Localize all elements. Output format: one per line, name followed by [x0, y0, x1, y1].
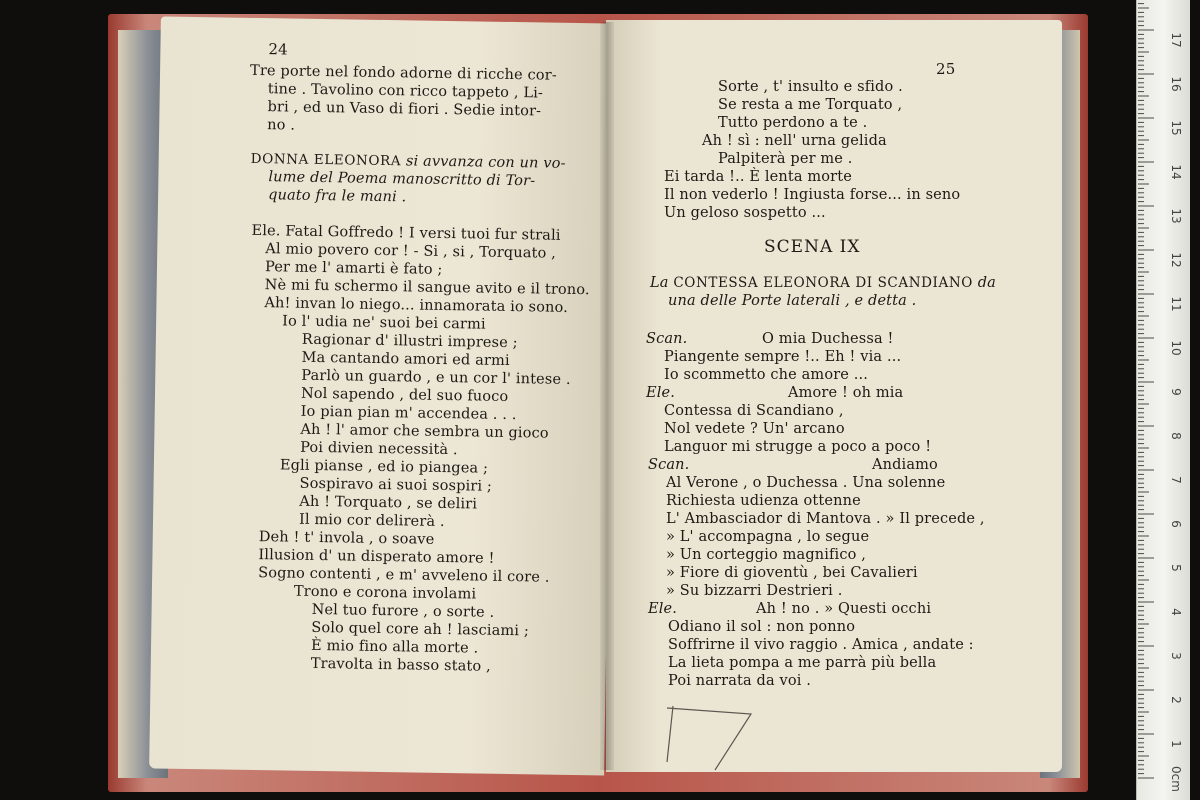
verse-line: Piangente sempre !.. Eh ! via ... — [664, 349, 902, 365]
ruler-number: 11 — [1169, 296, 1183, 312]
verse-line: Io l' udia ne' suoi bei carmi — [282, 313, 486, 333]
verse-line: Ele. Fatal Goffredo ! I versi tuoi fur strali — [251, 222, 561, 244]
verse-line: È mio fino alla morte . — [310, 637, 479, 657]
verse-line: Ragionar d' illustri imprese ; — [301, 331, 518, 352]
right-page-number: 25 — [936, 60, 956, 78]
verse-line: Io scommetto che amore ... — [664, 367, 869, 383]
verse-line: Sogno contenti , e m' avveleno il core . — [258, 565, 550, 586]
pencil-mark-icon — [655, 700, 765, 780]
verse-line: Deh ! t' invola , o soave — [258, 529, 435, 548]
text-line: bri , ed un Vaso di fiori . Sedie intor- — [267, 99, 542, 120]
left-page — [149, 16, 616, 775]
text-line: tine . Tavolino con ricco tappeto , Li- — [267, 81, 544, 102]
verse-line: Ah ! no . » Questi occhi — [756, 601, 932, 617]
verse-line: Un geloso sospetto ... — [664, 205, 826, 221]
verse-line: Travolta in basso stato , — [310, 655, 491, 675]
book-gutter — [600, 22, 614, 770]
ruler-number: 4 — [1169, 608, 1183, 616]
verse-line: Soffrirne il vivo raggio . Amica , andate : — [668, 637, 974, 653]
verse-line: Andiamo — [872, 457, 938, 473]
ruler-number: 14 — [1169, 164, 1183, 180]
verse-line: Poi narrata da voi . — [668, 673, 812, 689]
verse-line: Nè mi fu schermo il sangue avito e il trono. — [264, 277, 590, 299]
verse-line: Ah! invan lo niego... innamorata io sono. — [264, 295, 569, 316]
ruler-number: 10 — [1169, 340, 1183, 356]
verse-line: Solo quel core ah ! lasciami ; — [311, 619, 530, 640]
verse-line: Nol sapendo , del suo fuoco — [300, 385, 509, 405]
ruler-number: 15 — [1169, 120, 1183, 136]
verse-line: Sospiravo ai suoi sospiri ; — [299, 475, 493, 495]
speaker-label: Ele. — [648, 601, 678, 617]
verse-line: Il mio cor delirerà . — [298, 511, 445, 530]
verse-line: L' Ambasciador di Mantova . » Il precede , — [666, 511, 985, 527]
verse-line: Richiesta udienza ottenne — [666, 493, 861, 509]
verse-line: Nol vedete ? Un' arcano — [664, 421, 845, 437]
verse-line: Tutto perdono a te . — [718, 115, 868, 131]
right-page — [606, 20, 1062, 772]
verse-line: Palpiterà per me . — [718, 151, 853, 167]
verse-line: Ah ! sì : nell' urna gelida — [702, 133, 887, 149]
text-line: no . — [267, 117, 296, 134]
verse-line: » L' accompagna , lo segue — [666, 529, 870, 545]
ruler-number: 12 — [1169, 252, 1183, 268]
verse-line: Contessa di Scandiano , — [664, 403, 844, 419]
verse-line: Sorte , t' insulto e sfido . — [718, 79, 903, 95]
verse-line: » Fiore di gioventù , bei Cavalieri — [666, 565, 918, 581]
speaker-label: Scan. — [648, 457, 690, 473]
stage-direction: La CONTESSA ELEONORA DI SCANDIANO da — [650, 275, 996, 291]
verse-line: Ah ! l' amor che sembra un gioco — [300, 421, 549, 442]
ruler-number: 3 — [1169, 652, 1183, 660]
text-line: Tre porte nel fondo adorne di ricche cor- — [249, 62, 557, 84]
verse-line: O mia Duchessa ! — [762, 331, 894, 347]
scene-heading: SCENA IX — [764, 237, 861, 257]
verse-line: Parlò un guardo , e un cor l' intese . — [301, 367, 571, 388]
ruler-number: 5 — [1169, 564, 1183, 572]
verse-line: Io pian pian m' accendea . . . — [300, 403, 517, 424]
verse-line: » Un corteggio magnifico , — [666, 547, 867, 563]
ruler-number: 8 — [1169, 432, 1183, 440]
ruler-number: 13 — [1169, 208, 1183, 224]
stage-direction: quato fra le mani . — [268, 187, 407, 206]
verse-line: » Su bizzarri Destrieri . — [666, 583, 843, 599]
ruler-number: 2 — [1169, 696, 1183, 704]
ruler-number: 9 — [1169, 388, 1183, 396]
verse-line: Amore ! oh mia — [788, 385, 904, 401]
ruler-number: 16 — [1169, 76, 1183, 92]
ruler-number: 1 — [1169, 740, 1183, 748]
verse-line: Se resta a me Torquato , — [718, 97, 903, 113]
verse-line: Per me l' amarti è fato ; — [264, 259, 443, 278]
verse-line: Illusion d' un disperato amore ! — [258, 547, 495, 567]
stage-direction: lume del Poema manoscritto di Tor- — [268, 169, 536, 190]
speaker-label: Scan. — [646, 331, 688, 347]
ruler-number: 7 — [1169, 476, 1183, 484]
left-page-number: 24 — [268, 40, 288, 59]
ruler-number: 6 — [1169, 520, 1183, 528]
ruler-number: 17 — [1169, 32, 1183, 48]
verse-line: Al Verone , o Duchessa . Una solenne — [666, 475, 946, 491]
stage-direction: DONNA ELEONORA si avvanza con un vo- — [250, 150, 566, 172]
verse-line: Egli pianse , ed io piangea ; — [279, 457, 489, 477]
verse-line: Nel tuo furore , o sorte . — [311, 601, 495, 621]
verse-line: Odiano il sol : non ponno — [668, 619, 856, 635]
verse-line: Languor mi strugge a poco a poco ! — [664, 439, 932, 455]
verse-line: Il non vederlo ! Ingiusta forse... in seno — [664, 187, 961, 203]
ruler-zero-label: 0cm — [1169, 766, 1183, 792]
measuring-ruler — [1136, 0, 1190, 800]
verse-line: Ah ! Torquato , se deliri — [299, 493, 478, 513]
stage-direction: una delle Porte laterali , e detta . — [668, 293, 917, 309]
verse-line: Ma cantando amori ed armi — [301, 349, 510, 369]
verse-line: Poi divien necessità . — [300, 439, 458, 459]
verse-line: Al mio povero cor ! - Si , si , Torquato , — [265, 241, 557, 262]
verse-line: Trono e corona involami — [293, 583, 477, 603]
verse-line: La lieta pompa a me parrà più bella — [668, 655, 937, 671]
speaker-label: Ele. — [646, 385, 676, 401]
verse-line: Ei tarda !.. È lenta morte — [664, 169, 852, 185]
